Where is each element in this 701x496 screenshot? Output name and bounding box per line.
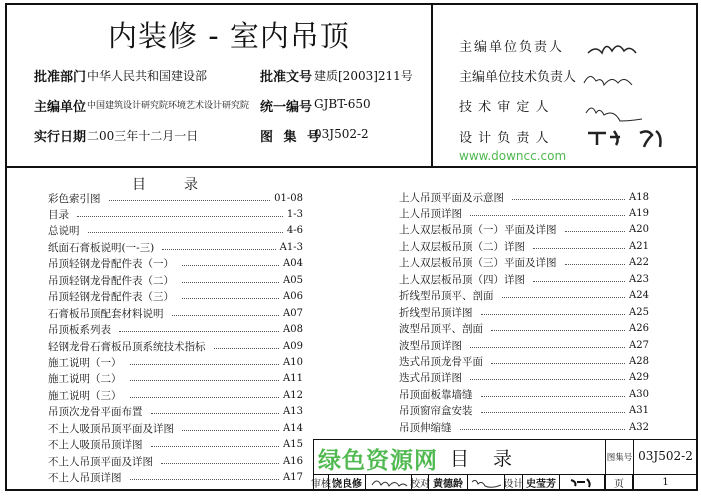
toc-dot-leader [151,446,280,447]
toc-dot-leader [130,479,280,480]
toc-dot-leader [182,282,279,283]
signature-1 [588,46,636,53]
toc-entry-page: A15 [283,439,303,451]
responsible-role: 主编单位负责人 [459,40,565,55]
toc-entry-title: 上人吊顶平面及示意图 [399,190,508,205]
toc-dot-leader [565,231,626,232]
toc-entry-page: A26 [629,323,649,335]
check-label: 校对 [412,475,429,489]
toc-dot-leader [88,232,283,233]
toc-entry-page: 1-3 [286,208,303,220]
toc-entry [399,255,649,271]
toc-entry-title: 上人双层板吊顶（二）详图 [399,239,529,254]
toc-entry [399,189,649,205]
toc-dot-leader [460,429,626,430]
toc-dot-leader [161,463,279,464]
toc-entry [48,338,303,354]
toc-entry [48,256,303,272]
atlas-no-label-block: 图集号 [606,453,633,463]
toc-entry-page: A20 [629,224,649,236]
toc-entry-title: 轻钢龙骨石膏板吊顶系统技术指标 [48,339,210,354]
toc-dot-leader [470,215,625,216]
unified-no: GJBT-650 [314,97,371,111]
toc-dot-leader [481,396,626,397]
toc-dot-leader [512,199,625,200]
watermark-text: 绿色资源网 [318,448,438,474]
toc-entry-page: A04 [283,258,303,270]
toc-entry-page: A10 [283,357,303,368]
toc-entry-title: 折线型吊顶详图 [399,305,477,320]
reviewer-name: 饶良修 [329,475,366,489]
toc-entry [48,305,303,321]
toc-entry-title: 不上人吊顶详图 [48,470,126,485]
toc-entry [399,205,649,221]
toc-entry [48,223,303,239]
toc-entry-title: 上人双层板吊顶（三）平面及详图 [399,255,561,270]
approval-dept: 中华人民共和国建设部 [87,69,208,83]
effective-date: 二00三年十二月一日 [87,129,199,143]
checker-signature [468,475,505,489]
toc-entry [48,437,303,453]
toc-entry-page: A08 [283,324,303,336]
toc-entry-page: A06 [283,291,303,303]
frame-left [5,3,7,491]
toc-entry [399,354,649,370]
toc-heading: 目录 [132,177,236,193]
toc-dot-leader [533,281,625,282]
toc-dot-leader [151,413,280,414]
toc-entry-title: 波型吊顶平、剖面 [399,321,487,336]
toc-dot-leader [162,249,275,250]
editor-unit-label: 主编单位 [34,100,87,115]
toc-entry-title: 吊顶轻钢龙骨配件表（三） [48,289,178,304]
toc-entry [399,370,649,386]
toc-dot-leader [470,379,625,380]
toc-entry-page: A11 [283,373,303,385]
toc-entry-title: 波型吊顶详图 [399,338,466,353]
toc-entry-title: 不上人吸顶吊顶详图 [48,437,147,452]
toc-entry [399,386,649,402]
page-number: 1 [662,476,669,488]
sheet-title: 目录 [450,448,537,470]
signature-3 [586,108,642,121]
toc-entry-page: A27 [629,339,649,351]
designer-name: 史莹芳 [523,475,560,489]
toc-entry-title: 纸面石膏板说明(一-三) [48,240,158,255]
toc-entry-page: A31 [629,405,649,417]
toc-entry-title: 迭式吊顶详图 [399,370,466,385]
toc-entry-page: 01-08 [274,192,303,204]
atlas-no-block: 03J502-2 [638,449,693,463]
approval-dept-label: 批准部门 [34,70,87,85]
toc-entry [399,403,649,419]
atlas-no-label: 图 集 号 [260,130,324,145]
toc-entry [48,371,303,387]
effective-date-label: 实行日期 [34,130,87,145]
toc-entry-title: 吊顶伸缩缝 [399,420,456,435]
toc-entry-title: 吊顶轻钢龙骨配件表（二） [48,273,178,288]
header-vertical-divider [431,3,433,167]
atlas-no: 03J502-2 [314,127,369,141]
toc-entry-page: A07 [283,307,303,319]
toc-dot-leader [565,264,626,265]
toc-entry [399,288,649,304]
designer-signature [560,475,605,489]
toc-dot-leader [214,348,280,349]
toc-entry-title: 总说明 [48,223,84,238]
signatures [580,25,690,150]
toc-entry-title: 上人吊顶详图 [399,206,466,221]
toc-entry [48,206,303,222]
toc-entry-page: A25 [629,306,649,318]
toc-dot-leader [119,331,279,332]
toc-dot-leader [533,248,625,249]
toc-entry [48,355,303,371]
toc-entry [399,271,649,287]
header-divider [5,166,698,168]
document-title: 内装修 - 室内吊顶 [108,19,350,53]
toc-dot-leader [491,363,625,364]
toc-entry-page: A16 [283,455,303,467]
toc-entry-page: A09 [283,340,303,352]
toc-entry-title: 吊顶板系列表 [48,322,115,337]
toc-entry-page: A12 [283,389,303,401]
toc-entry-title: 折线型吊顶平、剖面 [399,288,498,303]
toc-entry-title: 吊顶轻钢龙骨配件表（一） [48,256,178,271]
toc-entry-page: A28 [629,356,649,367]
toc-entry [399,222,649,238]
toc-entry-title: 吊顶窗帘盒安装 [399,403,477,418]
toc-dot-leader [481,314,626,315]
toc-dot-leader [130,397,280,398]
toc-dot-leader [491,330,625,331]
toc-entry-page: 4-6 [286,225,303,237]
checker-name: 黄德龄 [429,475,468,489]
toc-entry [399,321,649,337]
toc-entry-page: A24 [629,290,649,302]
toc-dot-leader [470,347,625,348]
toc-entry-title: 不上人吊顶平面及详图 [48,454,157,469]
toc-dot-leader [130,380,280,381]
toc-entry-page: A23 [629,273,649,285]
toc-entry [399,337,649,353]
toc-dot-leader [109,200,271,201]
toc-entry [48,404,303,420]
toc-entry-page: A1-3 [279,241,303,253]
toc-entry [48,387,303,403]
responsible-role: 设 计 负 责 人 [459,131,550,146]
toc-entry-title: 上人双层板吊顶（四）详图 [399,272,529,287]
toc-dot-leader [182,298,279,299]
frame-right [696,3,698,491]
toc-entry-title: 石膏板吊顶配套材料说明 [48,306,168,321]
toc-entry-title: 上人双层板吊顶（一）平面及详图 [399,222,561,237]
toc-dot-leader [182,430,279,431]
toc-entry-title: 吊顶次龙骨平面布置 [48,404,147,419]
toc-entry [48,420,303,436]
review-label: 审核 [314,475,329,489]
toc-entry-page: A18 [629,191,649,203]
toc-entry-page: A21 [629,240,649,252]
toc-entry [48,322,303,338]
approval-doc-label: 批准文号 [260,70,313,85]
title-block-top [313,439,697,440]
toc-entry [48,239,303,255]
page-label: 页 [606,475,633,489]
toc-entry [399,304,649,320]
toc-entry [399,238,649,254]
toc-dot-leader [481,412,626,413]
toc-entry [48,453,303,469]
toc-entry-title: 彩色索引图 [48,191,105,206]
toc-dot-leader [77,216,283,217]
watermark-url: www.downcc.com [459,149,567,163]
toc-entry-page: A14 [283,422,303,434]
toc-entry-title: 吊顶面板靠墙缝 [399,387,477,402]
toc-dot-leader [182,265,279,266]
toc-dot-leader [502,297,626,298]
toc-dot-leader [130,364,280,365]
toc-entry-page: A13 [283,406,303,418]
responsible-role: 技 术 审 定 人 [459,100,550,115]
toc-entry-page: A17 [283,472,303,484]
toc-entry [48,289,303,305]
design-label: 设计 [505,475,523,489]
toc-entry [48,470,303,486]
toc-entry-title: 不上人吸顶吊顶平面及详图 [48,421,178,436]
toc-entry [48,190,303,206]
toc-entry-title: 施工说明（二） [48,371,126,386]
toc-entry-title: 施工说明（三） [48,388,126,403]
editor-unit: 中国建筑设计研究院环境艺术设计研究院 [87,101,250,111]
toc-entry-page: A29 [629,372,649,384]
signature-2 [584,76,632,85]
toc-dot-leader [172,315,280,316]
reviewer-signature [366,475,412,489]
toc-entry-page: A32 [629,421,649,433]
toc-entry-title: 目录 [48,207,73,222]
frame-top [5,3,697,5]
toc-entry-page: A30 [629,388,649,400]
signature-4 [588,131,661,147]
toc-entry [399,419,649,435]
toc-entry-title: 施工说明（一） [48,355,126,370]
toc-entry-page: A22 [629,257,649,269]
responsible-role: 主编单位技术负责人 [459,70,577,85]
toc-entry-title: 迭式吊顶龙骨平面 [399,354,487,369]
unified-no-label: 统一编号 [260,100,313,115]
toc-entry-page: A19 [629,207,649,219]
toc-entry [48,272,303,288]
toc-entry-page: A05 [283,274,303,286]
approval-doc: 建质[2003]211号 [314,69,413,83]
